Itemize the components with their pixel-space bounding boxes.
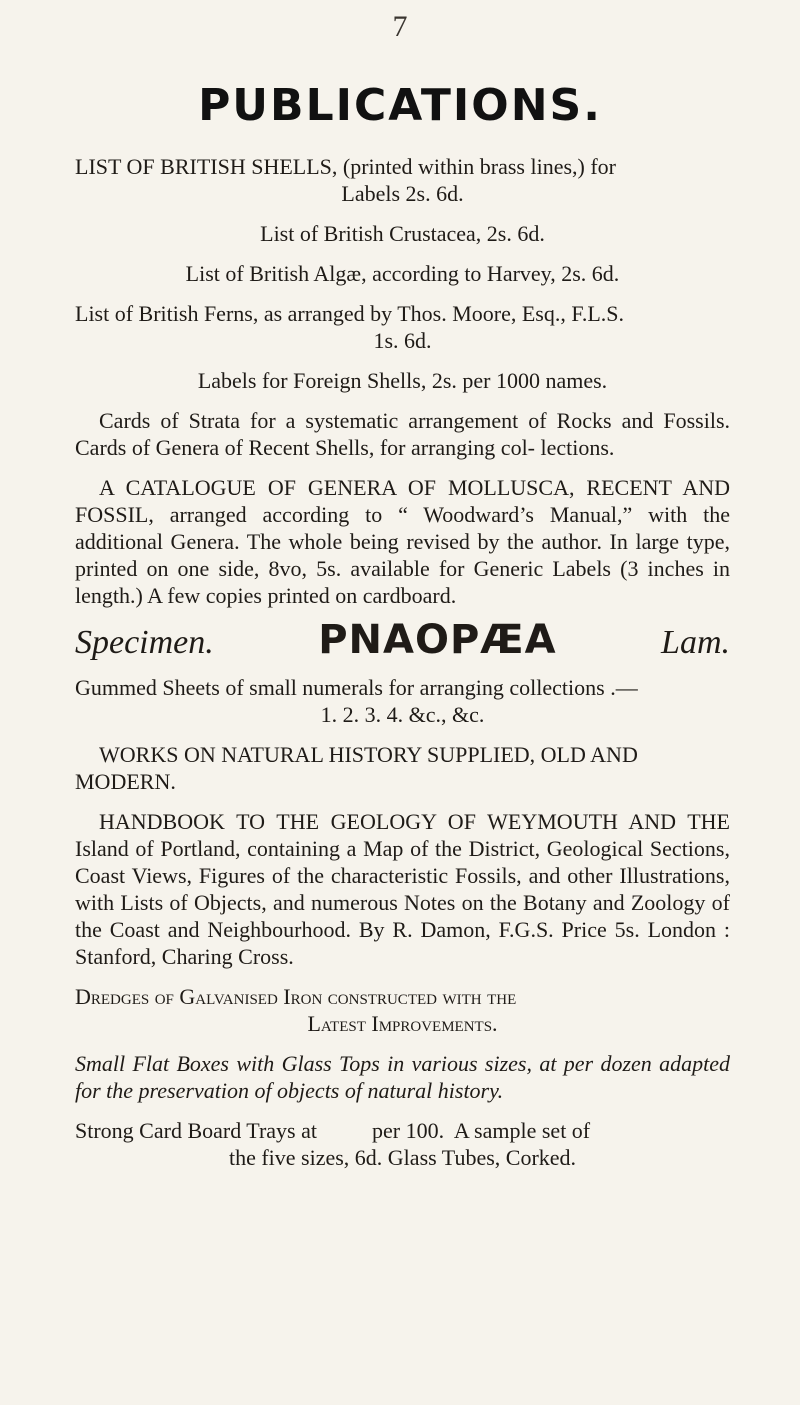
entry-trays (75, 1117, 730, 1171)
entry-dredges (75, 983, 730, 1037)
entry-boxes: Small Flat Boxes with Glass Tops in various sizes, at per dozen adapted for the preservation of objects of natural history. (75, 1051, 730, 1103)
dredges-line1: Dredges of Galvanised Iron constructed with the (75, 984, 517, 1009)
entry-works: WORKS ON NATURAL HISTORY SUPPLIED, OLD AND MODERN. (75, 742, 638, 794)
entry-british-shells-line1: LIST OF BRITISH SHELLS, (printed within brass lines,) for (75, 154, 617, 179)
specimen-genus: PNAOPÆA (318, 617, 557, 663)
entry-crustacea: List of British Crustacea, 2s. 6d. (260, 221, 545, 246)
entry-ferns-line2: 1s. 6d. (373, 328, 432, 353)
entry-british-shells (75, 153, 730, 207)
page-number: 7 (392, 10, 408, 43)
entry-foreign-shells: Labels for Foreign Shells, 2s. per 1000 names. (197, 368, 608, 393)
gummed-line1: Gummed Sheets of small numerals for arranging collections .— (75, 675, 638, 700)
gummed-numerals: 1. 2. 3. 4. &c., &c. (320, 702, 485, 727)
publication-list (75, 153, 730, 1184)
specimen-left: Specimen. (75, 624, 214, 661)
entry-algae: List of British Algæ, according to Harvey, 2s. 6d. (185, 261, 620, 286)
page-title: PUBLICATIONS. (198, 80, 602, 131)
specimen-label (75, 617, 730, 663)
trays-line2: the five sizes, 6d. Glass Tubes, Corked. (228, 1145, 577, 1170)
entry-british-shells-line2: Labels 2s. 6d. (341, 181, 464, 206)
entry-ferns-line1: List of British Ferns, as arranged by Thos. Moore, Esq., F.L.S. (75, 301, 625, 326)
trays-line1: Strong Card Board Trays at per 100. A sample set of (75, 1118, 591, 1143)
dredges-line2: Latest Improvements. (307, 1011, 498, 1036)
entry-cards: Cards of Strata for a systematic arrangement of Rocks and Fossils. Cards of Genera of Recent Shells, for arranging col- lections. (75, 408, 730, 460)
entry-ferns (75, 300, 730, 354)
entry-handbook: HANDBOOK TO THE GEOLOGY OF WEYMOUTH AND THE Island of Portland, containing a Map of the District, Geological Sections, Coast Views, Figures of the characteristic Fossils, and other Illustrations, with Lists of Objects, and numerous Notes on the Botany and Zoology of the Coast and Neighbourhood. By R. Damon, F.G.S. Price 5s. London : Stanford, Charing Cross. (75, 809, 730, 969)
specimen-author: Lam. (661, 624, 730, 661)
entry-gummed-sheets (75, 674, 730, 728)
entry-catalogue: A CATALOGUE OF GENERA OF MOLLUSCA, RECENT AND FOSSIL, arranged according to “ Woodward’s Manual,” with the additional Genera. The whole being revised by the author. In large type, printed on one side, 8vo, 5s. available for Generic Labels (3 inches in length.) A few copies printed on cardboard. (75, 475, 730, 608)
